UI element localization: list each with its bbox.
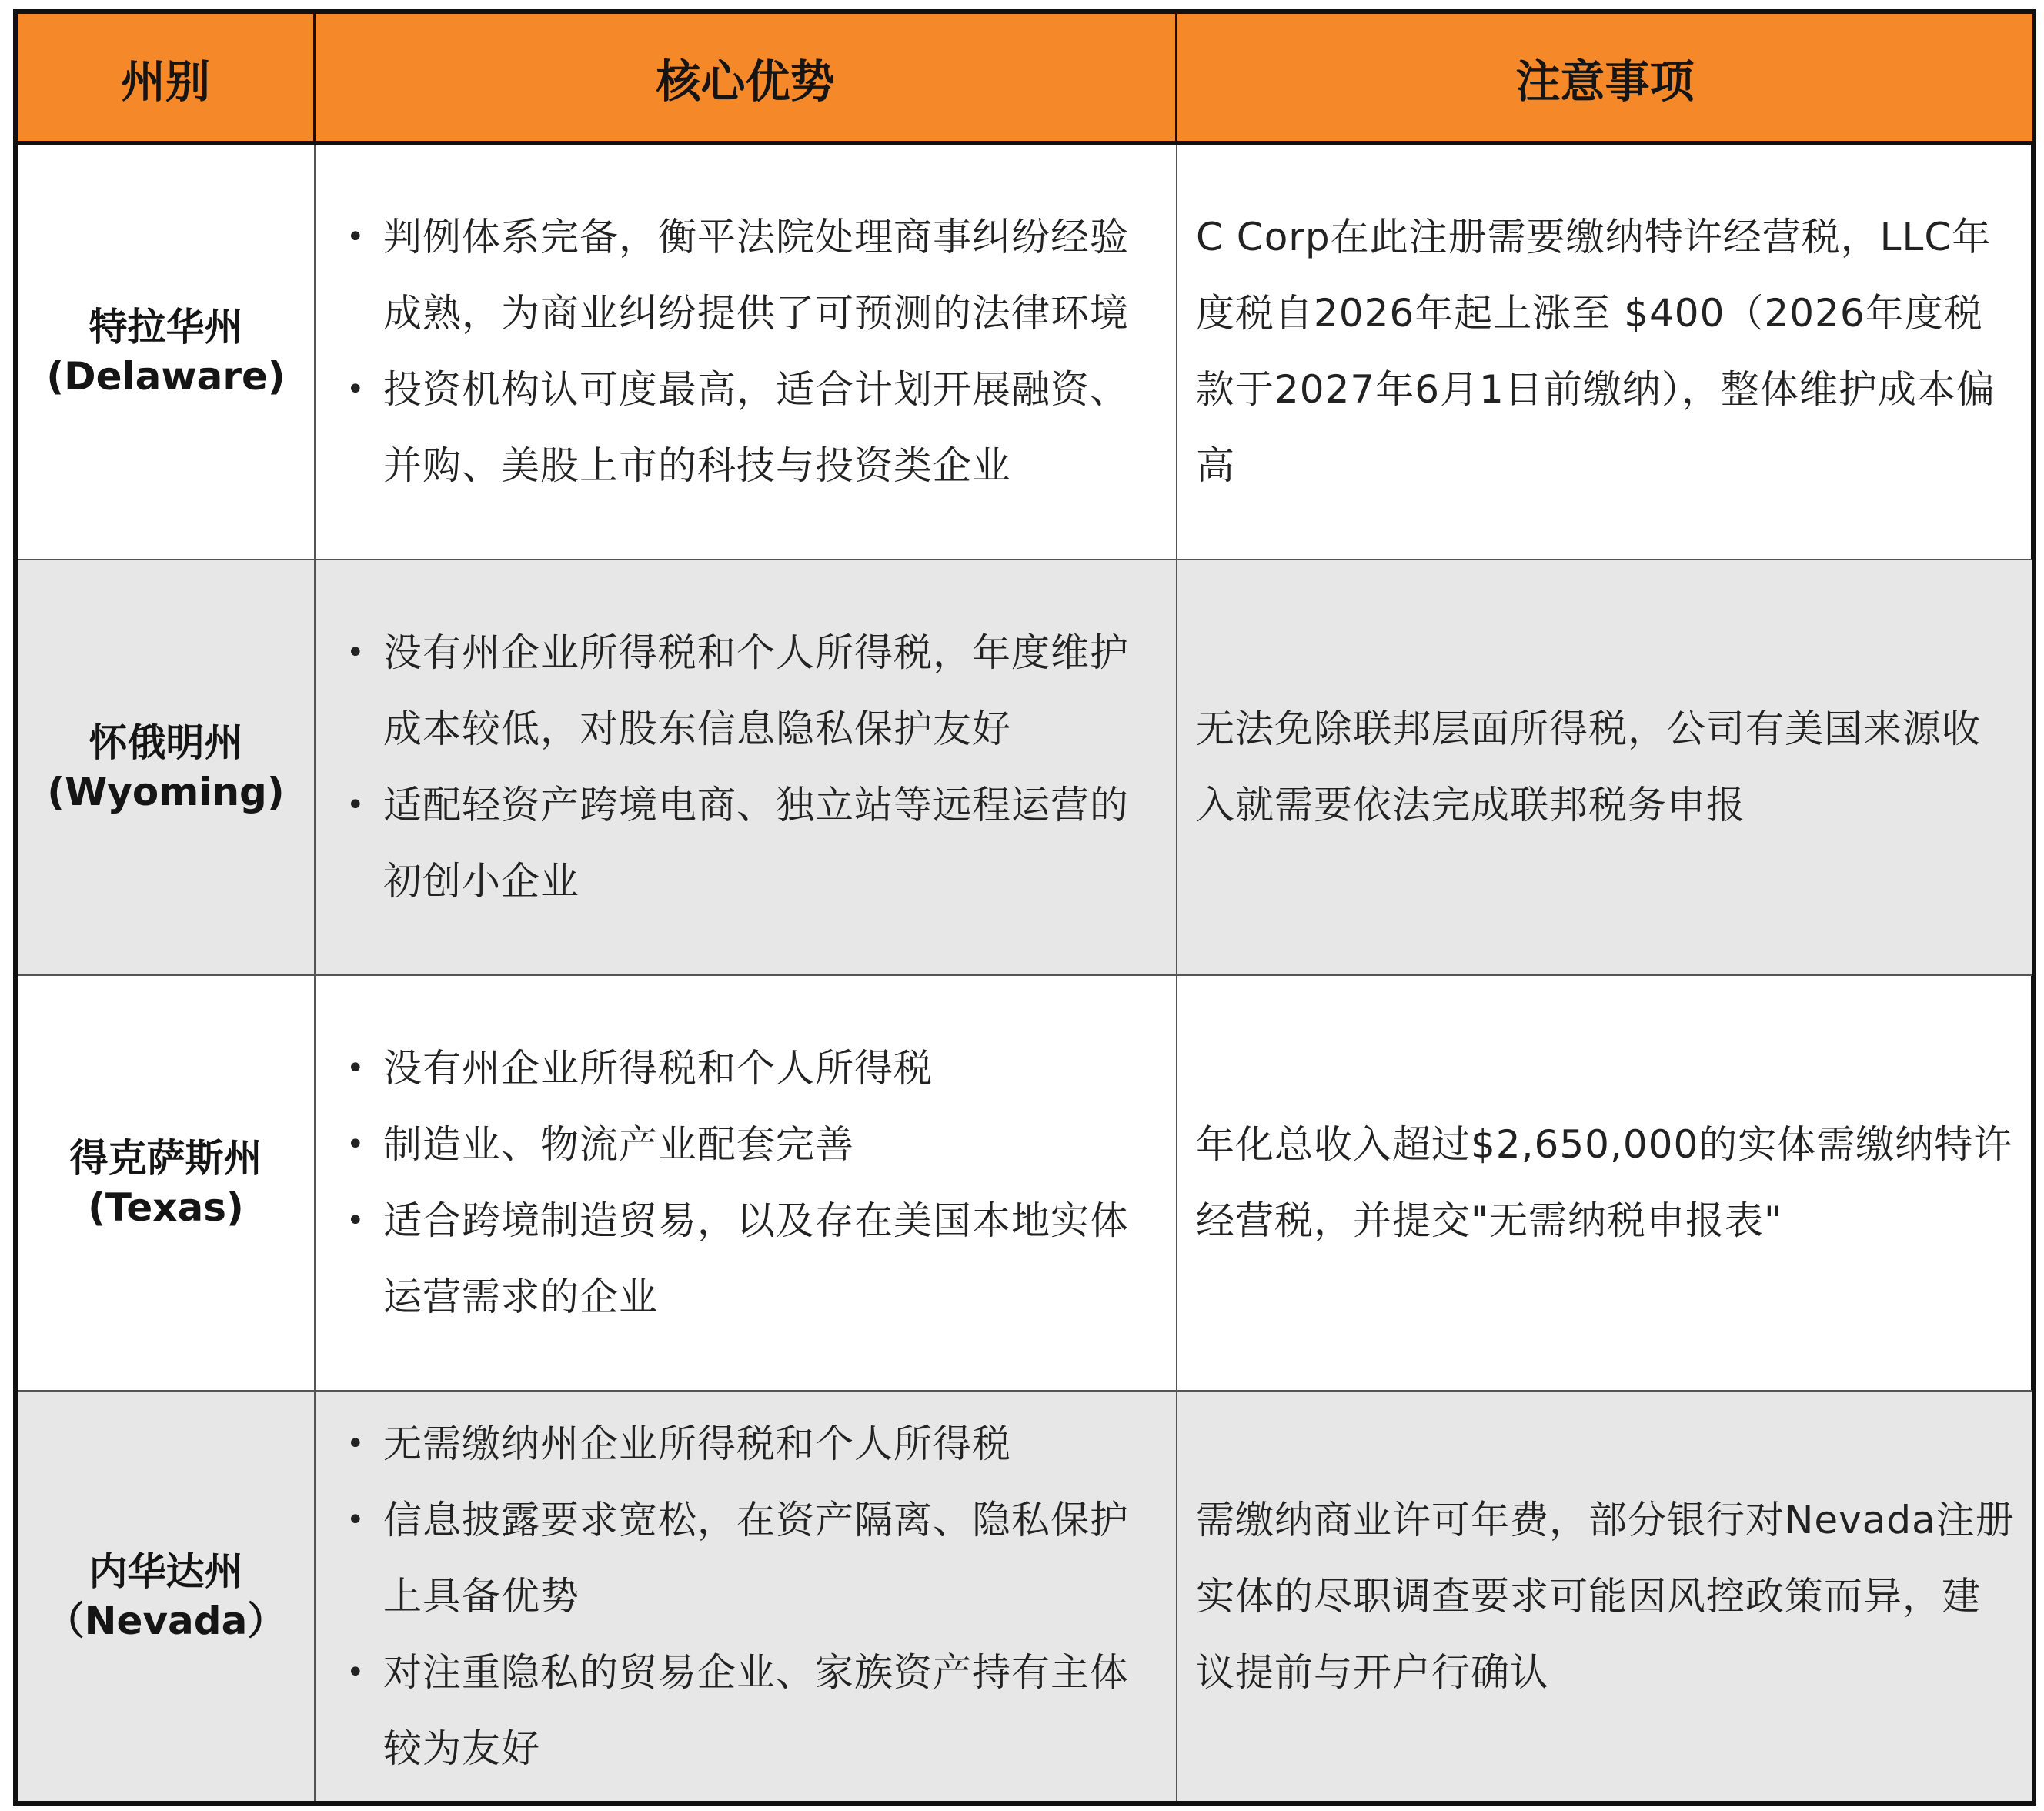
list-item: • 投资机构认可度最高，适合计划开展融资、并购、美股上市的科技与投资类企业 [346, 352, 1159, 504]
bullet-icon: • [346, 1425, 366, 1462]
list-item: • 无需缴纳州企业所得税和个人所得税 [346, 1406, 1159, 1482]
header-notes: 注意事项 [1177, 14, 2032, 145]
advantages-cell-nevada [316, 1392, 1177, 1801]
header-state: 州别 [18, 14, 316, 145]
list-item: • 判例体系完备，衡平法院处理商事纠纷经验成熟，为商业纠纷提供了可预测的法律环境 [346, 199, 1159, 352]
advantages-list [346, 1031, 1159, 1335]
bullet-icon: • [346, 1127, 366, 1162]
state-name-en: (Texas) [88, 1185, 244, 1230]
list-item: • 适合跨境制造贸易，以及存在美国本地实体运营需求的企业 [346, 1183, 1159, 1335]
state-name-cn: 内华达州 [89, 1549, 243, 1594]
list-item: • 信息披露要求宽松，在资产隔离、隐私保护上具备优势 [346, 1482, 1159, 1635]
list-item: • 对注重隐私的贸易企业、家族资产持有主体较为友好 [346, 1635, 1159, 1787]
state-name-en: （Nevada） [45, 1599, 286, 1643]
state-name-cn: 特拉华州 [89, 305, 243, 349]
state-cell-texas [18, 976, 316, 1392]
notes-text: 年化总收入超过$2,650,000的实体需缴纳特许经营税，并提交"无需纳税申报表" [1196, 1122, 2013, 1243]
header-advantages: 核心优势 [316, 14, 1177, 145]
notes-cell-texas [1177, 976, 2032, 1392]
notes-text: 无法免除联邦层面所得税，公司有美国来源收入就需要依法完成联邦税务申报 [1196, 707, 1981, 827]
notes-cell-delaware [1177, 145, 2032, 560]
advantages-cell-delaware [316, 145, 1177, 560]
state-cell-nevada [18, 1392, 316, 1801]
advantages-cell-wyoming [316, 560, 1177, 976]
notes-cell-nevada [1177, 1392, 2032, 1801]
state-name-en: (Delaware) [46, 354, 286, 399]
list-item: • 适配轻资产跨境电商、独立站等远程运营的初创小企业 [346, 767, 1159, 920]
bullet-icon: • [346, 635, 366, 670]
bullet-icon: • [346, 1502, 366, 1538]
advantages-list [346, 1406, 1159, 1787]
bullet-icon: • [346, 1654, 366, 1690]
list-item: • 制造业、物流产业配套完善 [346, 1107, 1159, 1183]
state-cell-delaware [18, 145, 316, 560]
bullet-icon: • [346, 372, 366, 407]
list-item: • 没有州企业所得税和个人所得税 [346, 1031, 1159, 1107]
state-comparison-table [13, 9, 2036, 1806]
advantages-list [346, 615, 1159, 920]
list-item: • 没有州企业所得税和个人所得税，年度维护成本较低，对股东信息隐私保护友好 [346, 615, 1159, 767]
state-name-cn: 得克萨斯州 [69, 1136, 262, 1181]
bullet-icon: • [346, 219, 366, 255]
bullet-icon: • [346, 1203, 366, 1238]
advantages-cell-texas [316, 976, 1177, 1392]
notes-text: 需缴纳商业许可年费，部分银行对Nevada注册实体的尽职调查要求可能因风控政策而异，建议提前与开户行确认 [1196, 1497, 2015, 1695]
advantages-list [346, 199, 1159, 504]
bullet-icon: • [346, 1051, 366, 1086]
notes-text: C Corp在此注册需要缴纳特许经营税，LLC年度税自2026年起上涨至 $400（2026年度税款于2027年6月1日前缴纳），整体维护成本偏高 [1196, 215, 1996, 488]
state-cell-wyoming [18, 560, 316, 976]
bullet-icon: • [346, 787, 366, 823]
state-name-cn: 怀俄明州 [89, 720, 243, 765]
notes-cell-wyoming [1177, 560, 2032, 976]
state-name-en: (Wyoming) [47, 770, 285, 814]
